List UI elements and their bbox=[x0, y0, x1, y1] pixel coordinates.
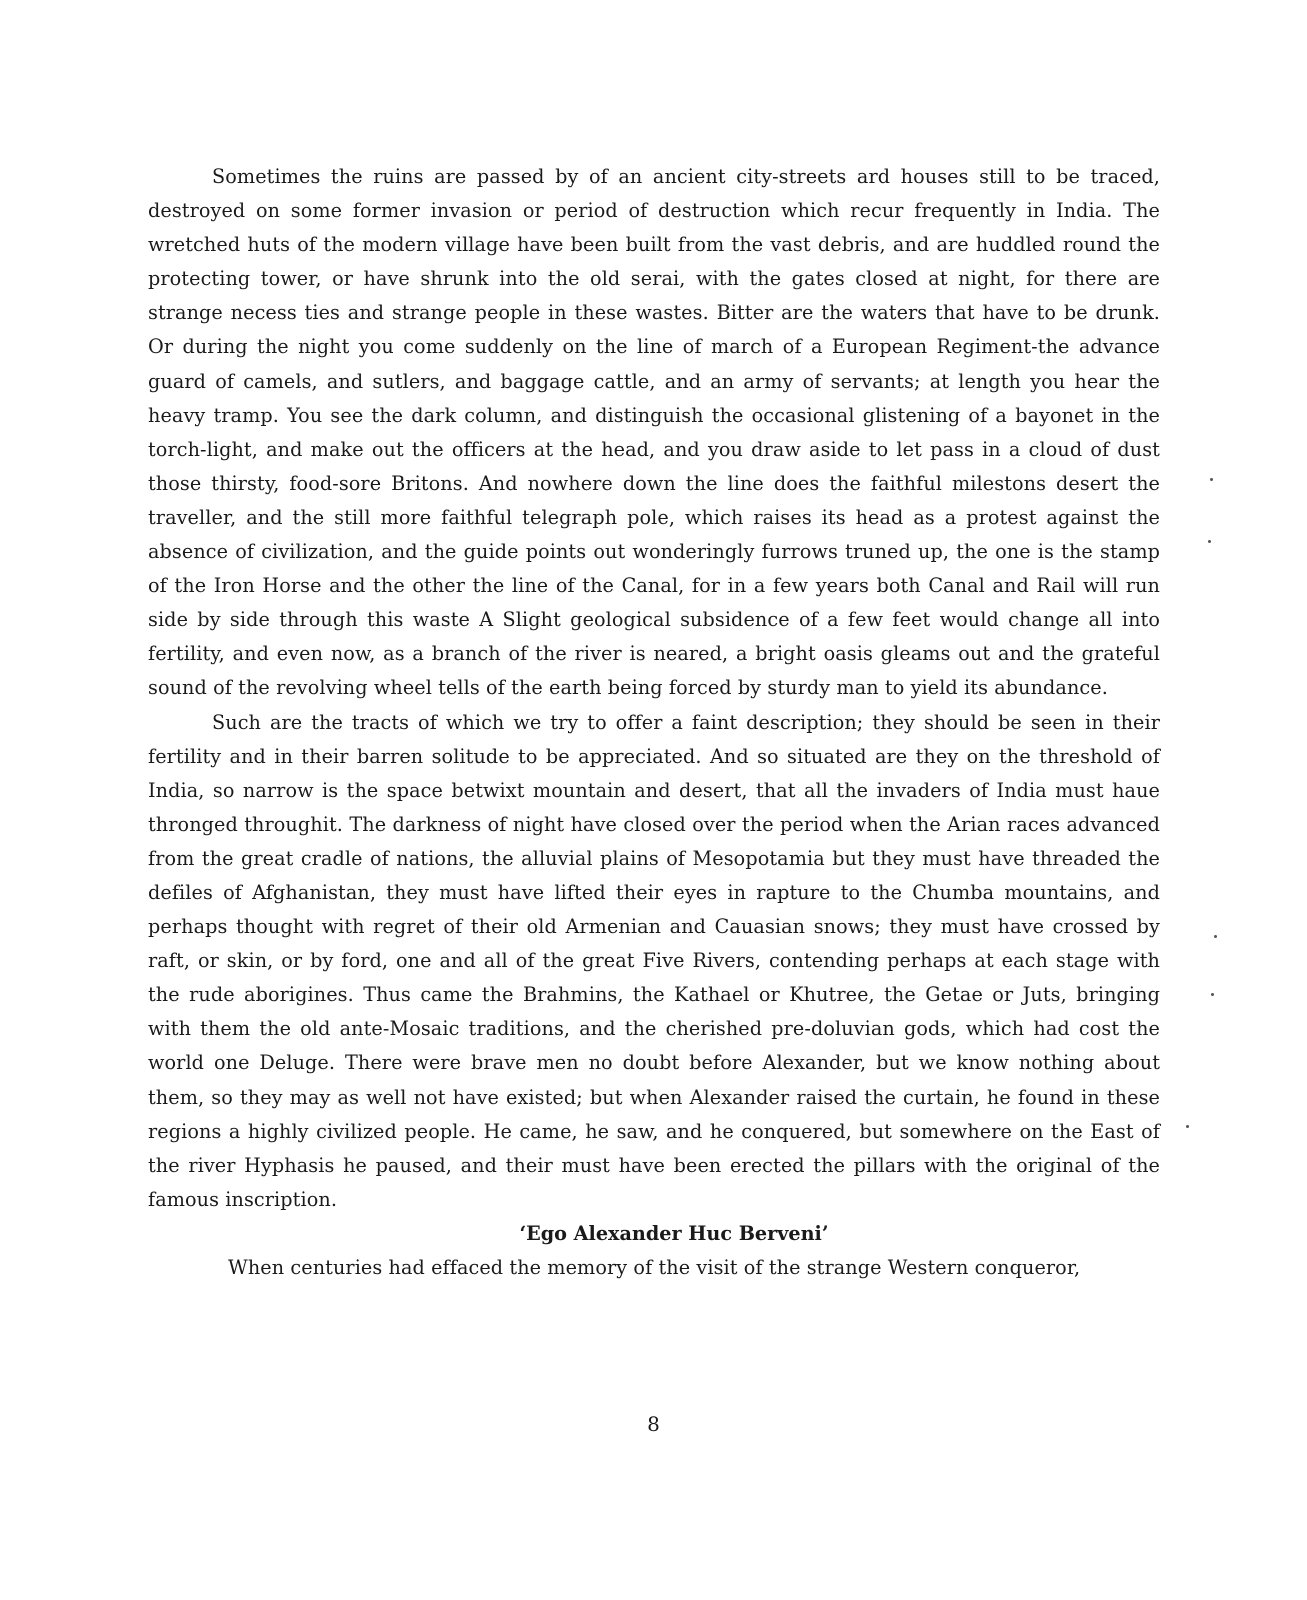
scan-speck bbox=[1211, 993, 1214, 996]
scan-speck bbox=[1186, 1125, 1189, 1128]
scan-speck bbox=[1214, 935, 1217, 938]
page-number: 8 bbox=[647, 1412, 660, 1436]
scan-speck bbox=[1210, 478, 1213, 481]
paragraph-ruins: Sometimes the ruins are passed by of an ancient city-streets ard houses still to be traced, destroyed on some former invasion or period of destruction which recur frequently in India. The wretched huts of the modern village have been built from the vast debris, and are huddled round the protecting tower, or have shrunk into the old serai, with the gates closed at night, for there are strange necess ties and strange people in these wastes. Bitter are the waters that have to be drunk. Or during the night you come suddenly on the line of march of a European Regiment-the advance guard of camels, and sutlers, and baggage cattle, and an army of servants; at length you hear the heavy tramp. You see the dark column, and distinguish the occasional glistening of a bayonet in the torch-light, and make out the officers at the head, and you draw aside to let pass in a cloud of dust those thirsty, food-sore Britons. And nowhere down the line does the faithful milestons desert the traveller, and the still more faithful telegraph pole, which raises its head as a protest against the absence of civilization, and the guide points out wonderingly furrows truned up, the one is the stamp of the Iron Horse and the other the line of the Canal, for in a few years both Canal and Rail will run side by side through this waste A Slight geological subsidence of a few feet would change all into fertility, and even now, as a branch of the river is neared, a bright oasis gleams out and the grateful sound of the revolving wheel tells of the earth being forced by sturdy man to yield its abundance. bbox=[148, 165, 1160, 700]
page-body bbox=[148, 160, 1160, 1285]
inscription-line: ‘Ego Alexander Huc Berveni’ bbox=[519, 1221, 829, 1245]
paragraph-centuries: When centuries had effaced the memory of the visit of the strange Western conqueror, bbox=[228, 1256, 1081, 1279]
paragraph-tracts: Such are the tracts of which we try to offer a faint description; they should be seen in their fertility and in their barren solitude to be appreciated. And so situated are they on the threshold of India, so narrow is the space betwixt mountain and desert, that all the invaders of India must haue thronged throughit. The darkness of night have closed over the period when the Arian races advanced from the great cradle of nations, the alluvial plains of Mesopotamia but they must have threaded the defiles of Afghanistan, they must have lifted their eyes in rapture to the Chumba mountains, and perhaps thought with regret of their old Armenian and Cauasian snows; they must have crossed by raft, or skin, or by ford, one and all of the great Five Rivers, contending perhaps at each stage with the rude aborigines. Thus came the Brahmins, the Kathael or Khutree, the Getae or Juts, bringing with them the old ante-Mosaic traditions, and the cherished pre-doluvian gods, which had cost the world one Deluge. There were brave men no doubt before Alexander, but we know nothing about them, so they may as well not have existed; but when Alexander raised the curtain, he found in these regions a highly civilized people. He came, he saw, and he conquered, but somewhere on the East of the river Hyphasis he paused, and their must have been erected the pillars with the original of the famous inscription. bbox=[148, 710, 1160, 1211]
scan-speck bbox=[1208, 540, 1211, 543]
